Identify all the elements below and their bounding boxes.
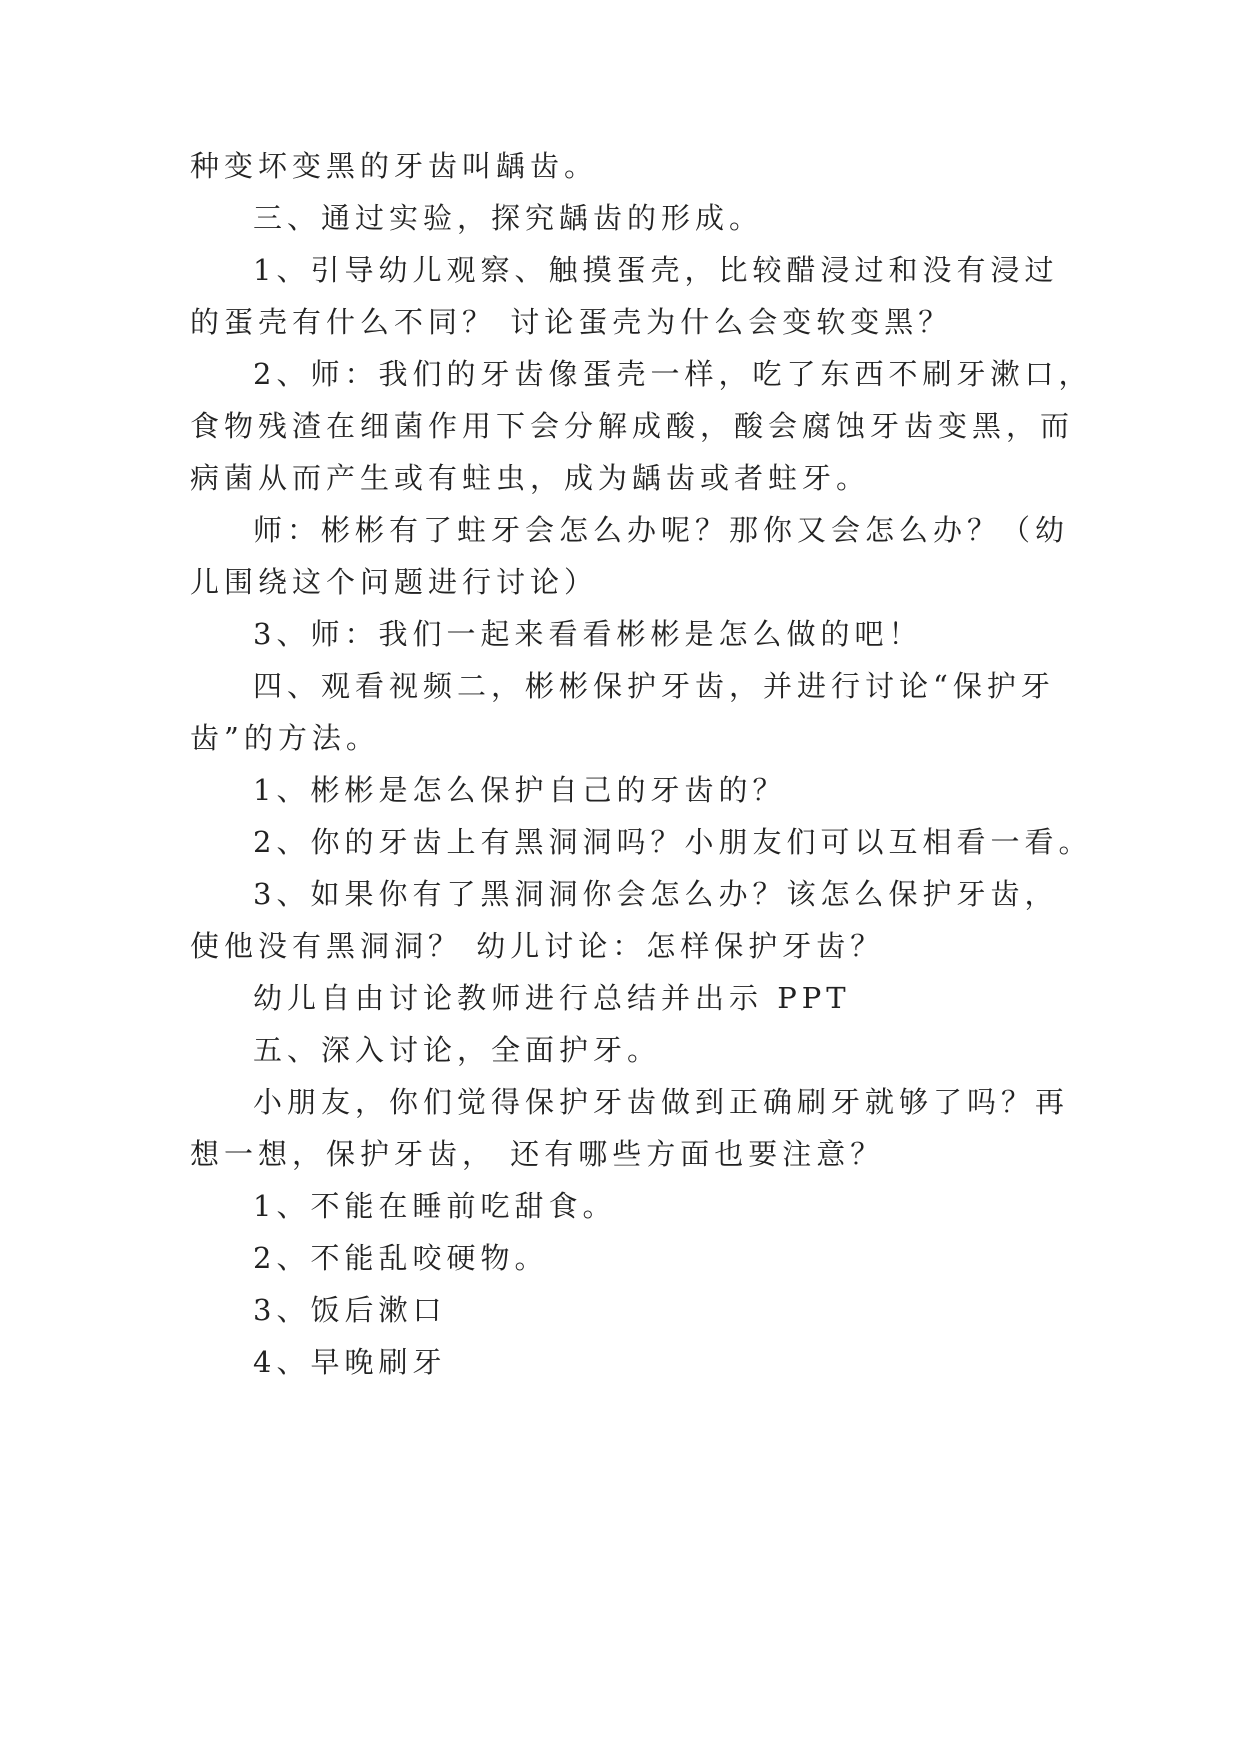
text-line: 想一想，保护牙齿， 还有哪些方面也要注意？ [190, 1137, 885, 1171]
list-item: 4、早晚刷牙 [253, 1345, 447, 1379]
text-line: 2、师：我们的牙齿像蛋壳一样，吃了东西不刷牙漱口， [253, 357, 1093, 391]
section-heading: 四、观看视频二，彬彬保护牙齿，并进行讨论“保护牙 [253, 669, 1055, 703]
text-line: 种变坏变黑的牙齿叫龋齿。 [190, 149, 599, 183]
text-line: 师：彬彬有了蛀牙会怎么办呢？那你又会怎么办？（幼 [253, 513, 1070, 547]
list-item: 3、饭后漱口 [253, 1293, 447, 1327]
text-line: 食物残渣在细菌作用下会分解成酸，酸会腐蚀牙齿变黑，而 [190, 409, 1075, 443]
section-heading: 三、通过实验，探究龋齿的形成。 [253, 201, 764, 235]
text-line: 1、彬彬是怎么保护自己的牙齿的？ [253, 773, 787, 807]
text-line: 小朋友，你们觉得保护牙齿做到正确刷牙就够了吗？再 [253, 1085, 1070, 1119]
text-line: 齿”的方法。 [190, 721, 380, 755]
text-line: 病菌从而产生或有蛀虫，成为龋齿或者蛀牙。 [190, 461, 871, 495]
text-line: 2、你的牙齿上有黑洞洞吗？小朋友们可以互相看一看。 [253, 825, 1093, 859]
list-item: 2、不能乱咬硬物。 [253, 1241, 549, 1275]
list-item: 1、不能在睡前吃甜食。 [253, 1189, 617, 1223]
section-heading: 五、深入讨论，全面护牙。 [253, 1033, 662, 1067]
text-line: 幼儿自由讨论教师进行总结并出示 PPT [253, 981, 851, 1015]
text-line: 3、师：我们一起来看看彬彬是怎么做的吧！ [253, 617, 923, 651]
text-line: 儿围绕这个问题进行讨论） [190, 565, 599, 599]
text-line: 的蛋壳有什么不同？ 讨论蛋壳为什么会变软变黑？ [190, 305, 953, 339]
text-line: 1、引导幼儿观察、触摸蛋壳，比较醋浸过和没有浸过 [253, 253, 1059, 287]
text-line: 使他没有黑洞洞？ 幼儿讨论：怎样保护牙齿？ [190, 929, 885, 963]
text-line: 3、如果你有了黑洞洞你会怎么办？该怎么保护牙齿， [253, 877, 1059, 911]
